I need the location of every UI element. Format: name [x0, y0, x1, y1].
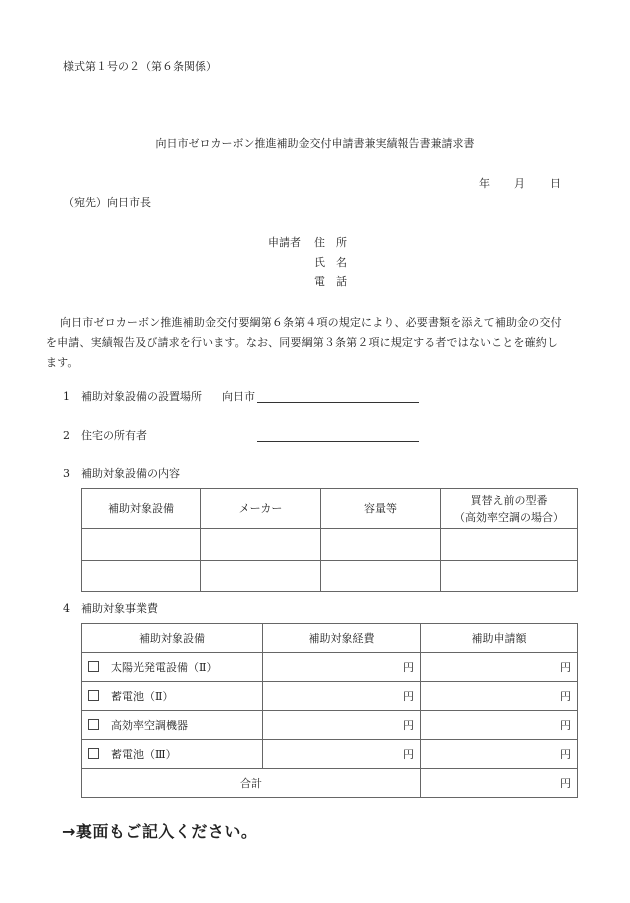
section-1-number: 1: [63, 390, 70, 403]
maker-cell[interactable]: [201, 529, 321, 561]
cost-cell[interactable]: [263, 740, 421, 769]
installation-location-field[interactable]: [257, 402, 419, 403]
cost-cell[interactable]: [263, 682, 421, 711]
date-year-label: 年: [479, 177, 490, 190]
section-4-number: 4: [63, 602, 70, 615]
item-label: 蓄電池（Ⅱ）: [111, 689, 174, 703]
yen-unit: 円: [403, 689, 414, 703]
amount-cell[interactable]: [421, 711, 578, 740]
header-equipment: 補助対象設備: [82, 624, 263, 653]
item-label: 蓄電池（Ⅲ）: [111, 747, 177, 761]
yen-unit: 円: [560, 776, 571, 790]
declaration-line-1: 向日市ゼロカーボン推進補助金交付要綱第６条第４項の規定により、必要書類を添えて補助金の交付: [60, 316, 562, 329]
equipment-table: [81, 488, 578, 592]
addressee: （宛先）向日市長: [63, 196, 151, 209]
header-eligible-cost: 補助対象経費: [263, 624, 421, 653]
cost-cell[interactable]: [263, 711, 421, 740]
section-2-label: 住宅の所有者: [81, 429, 147, 442]
solar-checkbox[interactable]: [88, 661, 99, 672]
declaration-text: [46, 313, 588, 373]
capacity-cell[interactable]: [321, 561, 441, 592]
amount-cell[interactable]: [421, 740, 578, 769]
section-1-prefix: 向日市: [222, 390, 255, 403]
header-equipment: 補助対象設備: [82, 489, 201, 529]
header-previous-model: [441, 489, 578, 529]
previous-model-cell[interactable]: [441, 561, 578, 592]
section-3-number: 3: [63, 467, 70, 480]
air-conditioner-checkbox[interactable]: [88, 719, 99, 730]
amount-cell[interactable]: [421, 682, 578, 711]
item-cell: [82, 682, 263, 711]
table-row: [82, 682, 578, 711]
item-cell: [82, 711, 263, 740]
header-previous-model-line1: 買替え前の型番: [470, 493, 548, 507]
battery-ii-checkbox[interactable]: [88, 690, 99, 701]
equipment-cell[interactable]: [82, 529, 201, 561]
section-1-label: 補助対象設備の設置場所: [81, 390, 202, 403]
applicant-phone-label: 電 話: [314, 275, 347, 288]
yen-unit: 円: [560, 718, 571, 732]
table-row: [82, 529, 578, 561]
cost-table-header: [82, 624, 578, 653]
yen-unit: 円: [560, 747, 571, 761]
table-row: [82, 711, 578, 740]
yen-unit: 円: [403, 660, 414, 674]
table-row: [82, 653, 578, 682]
item-label: 高効率空調機器: [111, 718, 188, 732]
reverse-side-notice: →裏面もご記入ください。: [62, 822, 258, 841]
yen-unit: 円: [560, 660, 571, 674]
header-requested-amount: 補助申請額: [421, 624, 578, 653]
total-label: 合計: [82, 769, 421, 798]
applicant-address-label: 住 所: [314, 236, 347, 249]
header-maker: メーカー: [201, 489, 321, 529]
battery-iii-checkbox[interactable]: [88, 748, 99, 759]
equipment-table-header: [82, 489, 578, 529]
house-owner-field[interactable]: [257, 441, 419, 442]
form-number: 様式第１号の２（第６条関係）: [63, 60, 217, 73]
applicant-label: 申請者: [268, 236, 301, 249]
header-previous-model-line2: （高効率空調の場合）: [454, 510, 564, 524]
cost-table: [81, 623, 578, 798]
item-cell: [82, 653, 263, 682]
total-amount-cell[interactable]: [421, 769, 578, 798]
yen-unit: 円: [560, 689, 571, 703]
cost-cell[interactable]: [263, 653, 421, 682]
equipment-cell[interactable]: [82, 561, 201, 592]
date-month-label: 月: [514, 177, 525, 190]
table-row: [82, 740, 578, 769]
section-4-label: 補助対象事業費: [81, 602, 158, 615]
section-2-number: 2: [63, 429, 70, 442]
declaration-line-3: ます。: [46, 356, 79, 369]
capacity-cell[interactable]: [321, 529, 441, 561]
document-title: 向日市ゼロカーボン推進補助金交付申請書兼実績報告書兼請求書: [155, 137, 475, 150]
header-capacity: 容量等: [321, 489, 441, 529]
previous-model-cell[interactable]: [441, 529, 578, 561]
section-3-label: 補助対象設備の内容: [81, 467, 180, 480]
applicant-name-label: 氏 名: [314, 256, 347, 269]
yen-unit: 円: [403, 747, 414, 761]
total-row: [82, 769, 578, 798]
maker-cell[interactable]: [201, 561, 321, 592]
item-cell: [82, 740, 263, 769]
date-day-label: 日: [550, 177, 561, 190]
amount-cell[interactable]: [421, 653, 578, 682]
item-label: 太陽光発電設備（Ⅱ）: [111, 660, 218, 674]
declaration-line-2: を申請、実績報告及び請求を行います。なお、同要綱第３条第２項に規定する者ではないことを確約し: [46, 336, 559, 349]
yen-unit: 円: [403, 718, 414, 732]
table-row: [82, 561, 578, 592]
